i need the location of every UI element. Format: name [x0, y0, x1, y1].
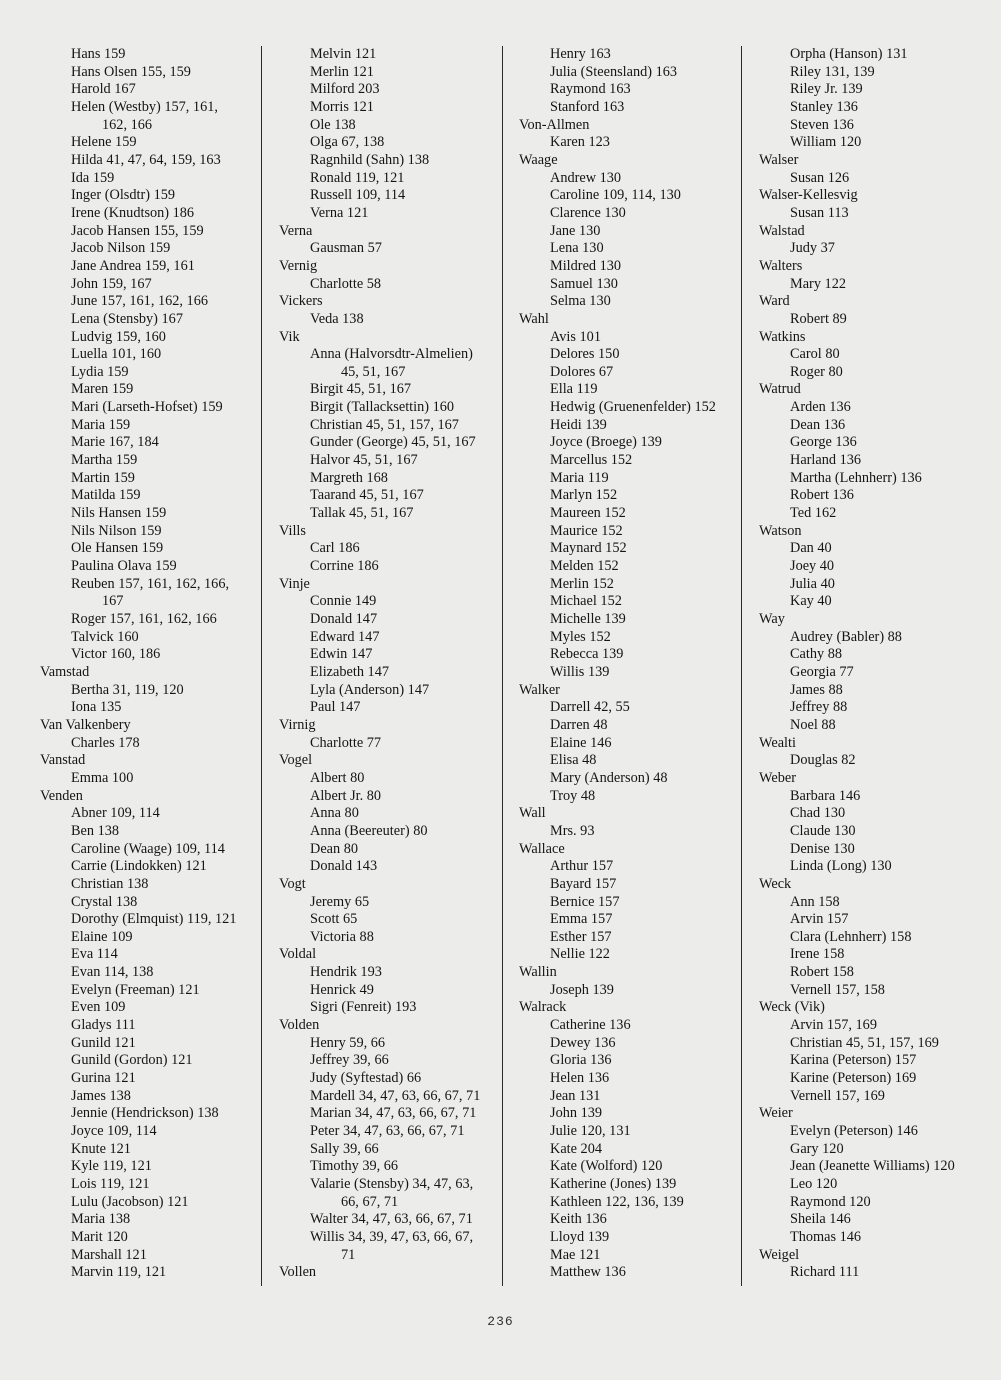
index-entry: Kyle 119, 121 [71, 1158, 152, 1175]
index-entry: Helene 159 [71, 134, 137, 151]
index-surname-heading: Weigel [759, 1246, 800, 1263]
index-entry: Ole 138 [310, 116, 356, 133]
index-entry: Anna (Beereuter) 80 [310, 822, 428, 839]
index-surname-heading: Wahl [519, 310, 549, 327]
index-entry: Delores 150 [550, 346, 620, 363]
index-entry: Morris 121 [310, 98, 374, 115]
index-entry: Tallak 45, 51, 167 [310, 505, 414, 522]
index-surname-heading: Wall [519, 805, 546, 822]
index-entry: Verna 121 [310, 204, 369, 221]
index-entry: Katherine (Jones) 139 [550, 1176, 677, 1192]
index-entry: Peter 34, 47, 63, 66, 67, 71 [310, 1123, 465, 1140]
index-entry: Taarand 45, 51, 167 [310, 487, 424, 504]
index-entry: Thomas 146 [790, 1228, 862, 1245]
index-entry-continuation: 167 [102, 593, 124, 610]
index-entry: Riley Jr. 139 [790, 81, 863, 98]
index-entry: Eva 114 [71, 946, 118, 963]
index-entry: Jeffrey 88 [790, 699, 848, 716]
index-surname-heading: Weck (Vik) [759, 999, 825, 1016]
index-entry: Ole Hansen 159 [71, 540, 164, 557]
index-entry: Marvin 119, 121 [71, 1264, 167, 1281]
index-entry: John 139 [550, 1105, 603, 1122]
index-entry: Vernell 157, 169 [790, 1087, 885, 1104]
index-entry: Dan 40 [790, 540, 832, 557]
index-entry: Gunild 121 [71, 1034, 136, 1051]
index-entry: Sally 39, 66 [310, 1140, 379, 1157]
index-entry: Joey 40 [790, 558, 835, 575]
index-surname-heading: Vogt [279, 875, 306, 892]
index-entry: Arvin 157 [790, 911, 849, 928]
index-entry: Elisa 48 [550, 752, 597, 769]
index-entry: Ella 119 [550, 381, 598, 398]
index-surname-heading: Vernig [279, 257, 318, 274]
index-entry: Chad 130 [790, 805, 846, 822]
index-entry: Raymond 163 [550, 81, 631, 98]
index-entry: Mrs. 93 [550, 822, 595, 839]
index-surname-heading: Von-Allmen [519, 116, 590, 133]
index-entry: Darren 48 [550, 716, 608, 733]
index-entry: Catherine 136 [550, 1017, 631, 1034]
index-entry: Selma 130 [550, 293, 611, 310]
index-entry: Anna 80 [310, 805, 359, 822]
index-entry: Edward 147 [310, 628, 380, 645]
index-entry: Maureen 152 [550, 505, 626, 522]
index-entry: Hendrik 193 [310, 964, 382, 981]
index-entry: Jacob Nilson 159 [71, 240, 171, 257]
index-surname-heading: Volden [279, 1017, 320, 1034]
index-surname-heading: Virnig [279, 716, 316, 733]
index-entry: Maynard 152 [550, 540, 627, 557]
index-entry: Orpha (Hanson) 131 [790, 46, 908, 62]
index-entry: Dewey 136 [550, 1034, 616, 1051]
index-surname-heading: Vills [279, 522, 306, 539]
index-entry: Abner 109, 114 [71, 805, 160, 822]
index-entry: Nellie 122 [550, 946, 610, 963]
index-surname-heading: Walker [519, 681, 560, 698]
index-entry: Sheila 146 [790, 1211, 851, 1228]
index-entry: Dean 80 [310, 840, 359, 857]
index-entry: Henrick 49 [310, 981, 374, 998]
index-entry: Ronald 119, 121 [310, 169, 405, 186]
index-entry: Nils Nilson 159 [71, 522, 162, 539]
index-surname-heading: Walser-Kellesvig [759, 187, 858, 204]
index-surname-heading: Watkins [759, 328, 806, 345]
index-entry: Esther 157 [550, 928, 612, 945]
index-entry: Caroline 109, 114, 130 [550, 187, 681, 204]
index-entry: Hedwig (Gruenenfelder) 152 [550, 399, 716, 416]
index-entry: Ludvig 159, 160 [71, 328, 166, 345]
index-surname-heading: Weier [759, 1105, 793, 1122]
index-entry: Susan 126 [790, 169, 850, 186]
index-entry: Stanley 136 [790, 98, 858, 115]
index-entry-continuation: 66, 67, 71 [341, 1193, 399, 1210]
index-entry: Victor 160, 186 [71, 646, 161, 663]
index-entry: Robert 136 [790, 487, 854, 504]
column-divider [741, 46, 742, 1286]
index-column-2 [279, 46, 480, 1282]
index-entry: Kathleen 122, 136, 139 [550, 1193, 684, 1210]
index-surname-heading: Way [759, 611, 785, 627]
index-entry: Jane 130 [550, 222, 601, 239]
index-entry: Ben 138 [71, 822, 120, 839]
index-entry: Elaine 146 [550, 734, 612, 751]
index-entry: Jean (Jeanette Williams) 120 [790, 1158, 955, 1175]
index-entry: Lydia 159 [71, 363, 129, 380]
index-entry: Elizabeth 147 [310, 663, 390, 680]
index-entry: Melvin 121 [310, 46, 377, 62]
index-entry: Gladys 111 [71, 1017, 136, 1034]
index-entry: Albert Jr. 80 [310, 787, 382, 804]
index-entry: Julia 40 [790, 575, 835, 592]
index-surname-heading: Vik [279, 328, 300, 345]
index-entry: Stanford 163 [550, 98, 625, 115]
index-entry: Albert 80 [310, 769, 365, 786]
index-entry: Carol 80 [790, 346, 840, 363]
index-surname-heading: Ward [759, 293, 790, 310]
index-entry: Ragnhild (Sahn) 138 [310, 151, 430, 168]
index-entry: Gunder (George) 45, 51, 167 [310, 434, 476, 451]
index-entry: Ted 162 [790, 505, 837, 522]
index-entry: Veda 138 [310, 310, 364, 327]
index-entry: Marian 34, 47, 63, 66, 67, 71 [310, 1105, 477, 1122]
index-entry: Andrew 130 [550, 169, 622, 186]
index-entry: Joseph 139 [550, 981, 614, 998]
index-entry: Mary 122 [790, 275, 846, 292]
index-entry: Mae 121 [550, 1246, 601, 1263]
index-entry: Martin 159 [71, 469, 135, 486]
index-entry: Emma 100 [71, 769, 134, 786]
index-entry: Scott 65 [310, 911, 358, 928]
index-entry: Rebecca 139 [550, 646, 624, 663]
index-entry: Donald 147 [310, 611, 378, 627]
index-entry: Nils Hansen 159 [71, 505, 167, 522]
index-entry: Maria 138 [71, 1211, 131, 1228]
index-entry: Russell 109, 114 [310, 187, 406, 204]
index-surname-heading: Vickers [279, 293, 323, 310]
index-entry: Merlin 152 [550, 575, 614, 592]
index-surname-heading: Wallin [519, 964, 557, 981]
index-entry: Susan 113 [790, 204, 849, 221]
index-surname-heading: Vanstad [40, 752, 86, 769]
index-entry: Paulina Olava 159 [71, 558, 177, 575]
index-entry: Evan 114, 138 [71, 964, 154, 981]
index-entry: Matthew 136 [550, 1264, 626, 1281]
index-entry: Noel 88 [790, 716, 836, 733]
index-entry: Roger 80 [790, 363, 843, 380]
index-entry: Jane Andrea 159, 161 [71, 257, 195, 274]
index-entry: Kate (Wolford) 120 [550, 1158, 663, 1175]
index-entry: Christian 138 [71, 875, 149, 892]
index-entry-continuation: 162, 166 [102, 116, 153, 133]
index-entry: Lena 130 [550, 240, 604, 257]
index-entry: Joyce 109, 114 [71, 1123, 157, 1140]
index-entry: Connie 149 [310, 593, 377, 610]
index-entry: June 157, 161, 162, 166 [71, 293, 209, 310]
index-surname-heading: Vamstad [40, 663, 90, 680]
index-surname-heading: Wallace [519, 840, 565, 857]
index-entry: Ida 159 [71, 169, 115, 186]
index-entry: Bernice 157 [550, 893, 620, 910]
index-entry: Arthur 157 [550, 858, 614, 875]
index-entry: Raymond 120 [790, 1193, 871, 1210]
index-entry: Inger (Olsdtr) 159 [71, 187, 176, 204]
index-entry: Joyce (Broege) 139 [550, 434, 662, 451]
index-entry: Clarence 130 [550, 204, 626, 221]
index-surname-heading: Weber [759, 769, 796, 786]
index-entry: Richard 111 [790, 1264, 860, 1281]
index-entry: Charlotte 58 [310, 275, 382, 292]
index-entry: Martha 159 [71, 452, 138, 469]
index-entry: Vernell 157, 158 [790, 981, 885, 998]
index-entry: James 88 [790, 681, 843, 698]
index-column-4 [759, 46, 955, 1282]
index-entry: Maria 119 [550, 469, 609, 486]
index-entry: Even 109 [71, 999, 126, 1016]
index-entry: Marie 167, 184 [71, 434, 159, 451]
index-entry: Dorothy (Elmquist) 119, 121 [71, 911, 237, 928]
index-surname-heading: Watrud [759, 381, 801, 398]
index-entry: Melden 152 [550, 558, 619, 575]
index-surname-heading: Walrack [519, 999, 567, 1016]
index-entry: Birgit (Tallacksettin) 160 [310, 399, 455, 416]
index-entry: Martha (Lehnherr) 136 [790, 469, 922, 486]
index-entry: Gloria 136 [550, 1052, 612, 1069]
index-entry: Steven 136 [790, 116, 854, 133]
index-entry: Maren 159 [71, 381, 134, 398]
index-entry: Mari (Larseth-Hofset) 159 [71, 399, 223, 416]
index-entry: Ann 158 [790, 893, 840, 910]
index-entry: Henry 59, 66 [310, 1034, 386, 1051]
index-entry: Dean 136 [790, 416, 846, 433]
index-entry: Jeremy 65 [310, 893, 370, 910]
index-column-3 [519, 46, 716, 1282]
index-entry: Christian 45, 51, 157, 167 [310, 416, 459, 433]
index-entry: John 159, 167 [71, 275, 152, 292]
index-surname-heading: Van Valkenbery [40, 716, 131, 733]
index-entry-continuation: 71 [341, 1246, 356, 1263]
index-entry: Judy (Syftestad) 66 [310, 1070, 422, 1087]
index-surname-heading: Walser [759, 151, 799, 168]
index-entry: William 120 [790, 134, 862, 151]
index-entry: Gunild (Gordon) 121 [71, 1052, 193, 1069]
index-entry: Jean 131 [550, 1087, 601, 1104]
index-entry: Hans Olsen 155, 159 [71, 63, 191, 80]
index-surname-heading: Vinje [279, 575, 310, 592]
index-entry: Lulu (Jacobson) 121 [71, 1193, 189, 1210]
index-entry: Carl 186 [310, 540, 360, 557]
index-entry: Cathy 88 [790, 646, 843, 663]
index-entry: Elaine 109 [71, 928, 133, 945]
index-surname-heading: Wealti [759, 734, 796, 751]
index-entry: James 138 [71, 1087, 131, 1104]
index-entry: Mary (Anderson) 48 [550, 769, 668, 786]
index-column-1 [40, 46, 236, 1282]
index-entry: Gausman 57 [310, 240, 382, 257]
index-entry: Avis 101 [550, 328, 601, 345]
index-entry: Robert 89 [790, 310, 847, 327]
index-entry: Jacob Hansen 155, 159 [71, 222, 204, 239]
index-entry: Samuel 130 [550, 275, 618, 292]
index-entry: Jennie (Hendrickson) 138 [71, 1105, 219, 1122]
index-entry: Lyla (Anderson) 147 [310, 681, 430, 698]
index-entry: Paul 147 [310, 699, 361, 716]
index-entry: Julia (Steensland) 163 [550, 63, 678, 80]
index-entry: Evelyn (Freeman) 121 [71, 981, 200, 998]
index-entry: Troy 48 [550, 787, 596, 804]
index-entry: Evelyn (Peterson) 146 [790, 1123, 918, 1140]
index-entry: Charlotte 77 [310, 734, 382, 751]
index-entry: Maurice 152 [550, 522, 623, 539]
index-entry: Riley 131, 139 [790, 63, 875, 80]
index-entry: Valarie (Stensby) 34, 47, 63, [310, 1176, 474, 1192]
index-entry: Arvin 157, 169 [790, 1017, 877, 1034]
index-surname-heading: Weck [759, 875, 792, 892]
index-entry: Hans 159 [71, 46, 126, 62]
index-entry: Bayard 157 [550, 875, 617, 892]
index-entry: Lloyd 139 [550, 1228, 610, 1245]
index-surname-heading: Voldal [279, 946, 317, 963]
index-entry-continuation: 45, 51, 167 [341, 363, 406, 380]
index-entry: Irene 158 [790, 946, 845, 963]
index-surname-heading: Watson [759, 522, 802, 539]
index-entry: Claude 130 [790, 822, 856, 839]
index-entry: Bertha 31, 119, 120 [71, 681, 184, 698]
index-entry: Karina (Peterson) 157 [790, 1052, 917, 1069]
index-entry: Matilda 159 [71, 487, 141, 504]
index-entry: Judy 37 [790, 240, 835, 257]
index-entry: Helen (Westby) 157, 161, [71, 98, 218, 115]
index-entry: Linda (Long) 130 [790, 858, 892, 875]
index-entry: Margreth 168 [310, 469, 388, 486]
index-entry: Caroline (Waage) 109, 114 [71, 840, 225, 857]
index-entry: Timothy 39, 66 [310, 1158, 399, 1175]
index-entry: Harland 136 [790, 452, 862, 469]
index-entry: Reuben 157, 161, 162, 166, [71, 575, 230, 592]
index-entry: Myles 152 [550, 628, 611, 645]
index-entry: Crystal 138 [71, 893, 138, 910]
index-entry: Hilda 41, 47, 64, 159, 163 [71, 151, 221, 168]
index-entry: Denise 130 [790, 840, 855, 857]
index-entry: Irene (Knudtson) 186 [71, 204, 195, 221]
index-surname-heading: Verna [279, 222, 313, 239]
index-entry: Halvor 45, 51, 167 [310, 452, 418, 469]
index-entry: Victoria 88 [310, 928, 374, 945]
index-entry: Edwin 147 [310, 646, 373, 663]
page-number: 236 [487, 1314, 514, 1329]
index-entry: Michael 152 [550, 593, 622, 610]
column-divider [261, 46, 262, 1286]
index-entry: Karen 123 [550, 134, 610, 151]
index-entry: Sigri (Fenreit) 193 [310, 999, 417, 1016]
index-entry: Knute 121 [71, 1140, 131, 1157]
index-entry: Mildred 130 [550, 257, 622, 274]
index-surname-heading: Vollen [279, 1264, 317, 1281]
index-entry: Jeffrey 39, 66 [310, 1052, 389, 1069]
index-entry: Kay 40 [790, 593, 832, 610]
index-entry: Marit 120 [71, 1228, 128, 1245]
index-entry: Heidi 139 [550, 416, 607, 433]
index-entry: Clara (Lehnherr) 158 [790, 928, 912, 945]
index-entry: Henry 163 [550, 46, 611, 62]
index-entry: Milford 203 [310, 81, 380, 98]
index-entry: Marshall 121 [71, 1246, 147, 1263]
index-entry: Walter 34, 47, 63, 66, 67, 71 [310, 1211, 473, 1228]
index-entry: Robert 158 [790, 964, 854, 981]
index-entry: Roger 157, 161, 162, 166 [71, 611, 217, 627]
index-entry: Darrell 42, 55 [550, 699, 630, 716]
index-entry: Birgit 45, 51, 167 [310, 381, 412, 398]
index-surname-heading: Vogel [279, 752, 313, 769]
index-entry: Lois 119, 121 [71, 1176, 150, 1192]
index-entry: Georgia 77 [790, 663, 854, 680]
index-entry: Talvick 160 [71, 628, 139, 645]
index-entry: Gurina 121 [71, 1070, 136, 1087]
index-surname-heading: Waage [519, 151, 558, 168]
index-entry: George 136 [790, 434, 857, 451]
index-entry: Audrey (Babler) 88 [790, 628, 902, 645]
index-entry: Merlin 121 [310, 63, 374, 80]
index-entry: Douglas 82 [790, 752, 856, 769]
index-entry: Anna (Halvorsdtr-Almelien) [310, 346, 473, 363]
index-entry: Donald 143 [310, 858, 378, 875]
index-entry: Emma 157 [550, 911, 613, 928]
index-entry: Helen 136 [550, 1070, 610, 1087]
index-entry: Arden 136 [790, 399, 851, 416]
index-entry: Lena (Stensby) 167 [71, 310, 183, 327]
index-entry: Julie 120, 131 [550, 1123, 631, 1140]
index-entry: Corrine 186 [310, 558, 379, 575]
index-entry: Marlyn 152 [550, 487, 618, 504]
index-entry: Willis 34, 39, 47, 63, 66, 67, [310, 1228, 474, 1245]
index-entry: Olga 67, 138 [310, 134, 385, 151]
index-entry: Luella 101, 160 [71, 346, 162, 363]
index-entry: Gary 120 [790, 1140, 844, 1157]
index-surname-heading: Venden [40, 787, 83, 804]
index-entry: Barbara 146 [790, 787, 861, 804]
index-entry: Marcellus 152 [550, 452, 633, 469]
index-entry: Harold 167 [71, 81, 136, 98]
index-entry: Dolores 67 [550, 363, 614, 380]
index-entry: Charles 178 [71, 734, 140, 751]
index-entry: Iona 135 [71, 699, 122, 716]
index-surname-heading: Walstad [759, 222, 805, 239]
index-entry: Keith 136 [550, 1211, 607, 1228]
index-entry: Kate 204 [550, 1140, 603, 1157]
column-divider [502, 46, 503, 1286]
index-surname-heading: Walters [759, 257, 803, 274]
index-entry: Carrie (Lindokken) 121 [71, 858, 207, 875]
index-entry: Mardell 34, 47, 63, 66, 67, 71 [310, 1087, 481, 1104]
index-entry: Maria 159 [71, 416, 131, 433]
index-entry: Karine (Peterson) 169 [790, 1070, 917, 1087]
index-entry: Michelle 139 [550, 611, 626, 627]
index-entry: Christian 45, 51, 157, 169 [790, 1034, 939, 1051]
index-entry: Willis 139 [550, 663, 610, 680]
index-entry: Leo 120 [790, 1176, 838, 1192]
